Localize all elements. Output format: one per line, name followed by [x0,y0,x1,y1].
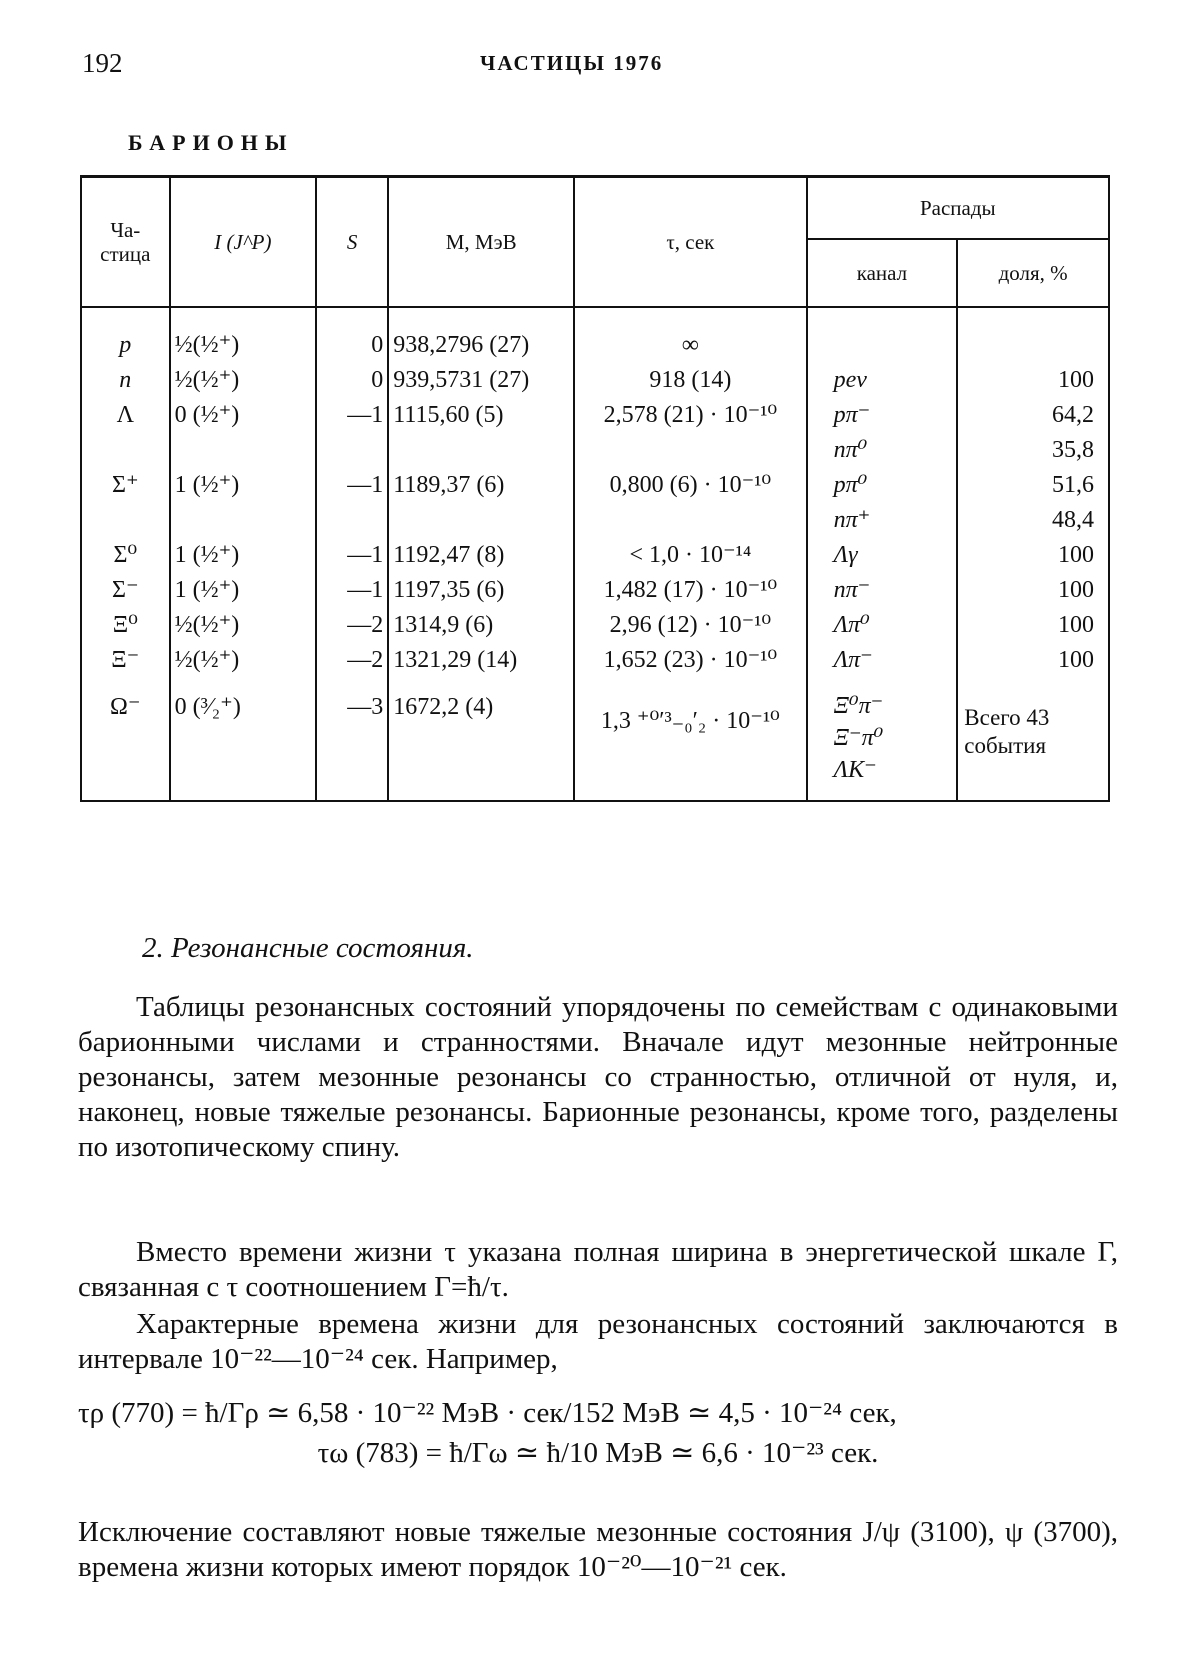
cell-fraction: 100 [957,573,1109,608]
cell-channel: pπ⁻ [807,398,958,433]
cell-channel: nπ⁺ [807,503,958,538]
cell-particle: Λ [81,398,170,433]
cell-channel: nπ⁰ [807,433,958,468]
table-row [81,538,1109,573]
table-row [81,608,1109,643]
cell-channel: Λγ [807,538,958,573]
cell-mass: 1197,35 (6) [388,573,574,608]
table-row [81,468,1109,503]
cell-strangeness: 0 [316,363,388,398]
cell-fraction: 100 [957,608,1109,643]
cell-particle: Σ⁺ [81,468,170,503]
cell-ijp: 1 (½⁺) [170,468,317,503]
table-row [81,573,1109,608]
cell-particle: p [81,307,170,363]
cell-strangeness: —2 [316,608,388,643]
cell-ijp: ½(½⁺) [170,307,317,363]
cell-lifetime: 1,3 ⁺⁰′³₋₀′₂ · 10⁻¹⁰ [574,678,807,801]
channel-item: Ξ⁻π⁰ [834,722,953,754]
cell-ijp: ½(½⁺) [170,363,317,398]
header-lifetime: τ, сек [574,177,807,308]
header-decays: Распады [807,177,1109,240]
cell-strangeness [316,433,388,468]
cell-particle: n [81,363,170,398]
subsection-title: 2. Резонансные состояния. [142,932,474,965]
table-row [81,503,1109,538]
cell-fraction: 64,2 [957,398,1109,433]
cell-channels [807,678,958,801]
table-row [81,398,1109,433]
cell-fraction: 51,6 [957,468,1109,503]
channel-item: Ξ⁰π⁻ [834,690,953,722]
cell-channel: Λπ⁰ [807,608,958,643]
paragraph-2: Вместо времени жизни τ указана полная ширина в энергетической шкале Γ, связанная с τ соотношением Γ=ħ/τ. [78,1235,1118,1305]
cell-lifetime: 1,652 (23) · 10⁻¹⁰ [574,643,807,678]
cell-strangeness: —1 [316,398,388,433]
cell-particle: Ω⁻ [81,678,170,801]
cell-lifetime: 918 (14) [574,363,807,398]
table-row [81,363,1109,398]
cell-strangeness: —3 [316,678,388,801]
formulas-block [78,1393,1118,1473]
cell-mass: 1321,29 (14) [388,643,574,678]
cell-strangeness: —1 [316,538,388,573]
cell-ijp: ½(½⁺) [170,643,317,678]
cell-particle [81,433,170,468]
book-page [0,0,1200,1679]
cell-fraction [957,307,1109,363]
cell-ijp [170,503,317,538]
running-title: ЧАСТИЦЫ 1976 [480,51,663,76]
cell-mass: 1672,2 (4) [388,678,574,801]
cell-lifetime [574,503,807,538]
cell-lifetime: 0,800 (6) · 10⁻¹⁰ [574,468,807,503]
cell-channel: peν [807,363,958,398]
cell-mass: 1115,60 (5) [388,398,574,433]
cell-mass [388,433,574,468]
header-fraction: доля, % [957,239,1109,307]
closing-paragraph: Исключение составляют новые тяжелые мезонные состояния J/ψ (3100), ψ (3700), времена жизни которых имеют порядок 10⁻²⁰—10⁻²¹ сек. [78,1515,1118,1585]
cell-mass: 1192,47 (8) [388,538,574,573]
table-row [81,643,1109,678]
cell-fraction: 100 [957,538,1109,573]
cell-lifetime: 1,482 (17) · 10⁻¹⁰ [574,573,807,608]
cell-particle: Σ⁰ [81,538,170,573]
cell-particle: Ξ⁻ [81,643,170,678]
cell-mass: 1189,37 (6) [388,468,574,503]
header-mass: M, МэВ [388,177,574,308]
header-channel: канал [807,239,958,307]
cell-lifetime: ∞ [574,307,807,363]
formula-rho: τρ (770) = ħ/Γρ ≃ 6,58 · 10⁻²² МэВ · сек/152 МэВ ≃ 4,5 · 10⁻²⁴ сек, [78,1393,1118,1433]
cell-ijp: 1 (½⁺) [170,538,317,573]
cell-mass: 939,5731 (27) [388,363,574,398]
page-number: 192 [82,48,123,79]
cell-channel: pπ⁰ [807,468,958,503]
cell-strangeness: —1 [316,573,388,608]
cell-lifetime: 2,96 (12) · 10⁻¹⁰ [574,608,807,643]
cell-particle: Σ⁻ [81,573,170,608]
table-row-omega [81,678,1109,801]
header-particle: Ча- стица [81,177,170,308]
cell-lifetime: 2,578 (21) · 10⁻¹⁰ [574,398,807,433]
channel-item: ΛK⁻ [834,754,953,786]
cell-particle [81,503,170,538]
cell-fraction: 48,4 [957,503,1109,538]
cell-ijp: 0 (³⁄₂⁺) [170,678,317,801]
cell-fraction: 100 [957,363,1109,398]
baryons-table [80,175,1110,802]
cell-channel: nπ⁻ [807,573,958,608]
cell-mass: 1314,9 (6) [388,608,574,643]
section-title: БАРИОНЫ [128,130,294,156]
cell-mass: 938,2796 (27) [388,307,574,363]
cell-ijp [170,433,317,468]
cell-particle: Ξ⁰ [81,608,170,643]
cell-channel: Λπ⁻ [807,643,958,678]
header-ijp: I (J^P) [170,177,317,308]
cell-strangeness: —2 [316,643,388,678]
table-body [81,307,1109,801]
cell-lifetime [574,433,807,468]
cell-ijp: ½(½⁺) [170,608,317,643]
cell-ijp: 1 (½⁺) [170,573,317,608]
paragraph-1: Таблицы резонансных состояний упорядочены по семействам с одинаковыми барионными числами и странностями. Вначале идут мезонные нейтронные резонансы, затем мезонные резонансы со странностью, отличной от нуля, и, наконец, новые тяжелые резонансы. Барионные резонансы, кроме того, разделены по изотопическому спину. [78,990,1118,1165]
cell-lifetime: < 1,0 · 10⁻¹⁴ [574,538,807,573]
cell-fraction-note: Всего 43 события [957,678,1109,801]
table-row [81,307,1109,363]
cell-mass [388,503,574,538]
cell-fraction: 35,8 [957,433,1109,468]
cell-strangeness: —1 [316,468,388,503]
table-row [81,433,1109,468]
formula-omega: τω (783) = ħ/Γω ≃ ħ/10 МэВ ≃ 6,6 · 10⁻²³ сек. [78,1433,1118,1473]
cell-channel [807,307,958,363]
cell-ijp: 0 (½⁺) [170,398,317,433]
cell-fraction: 100 [957,643,1109,678]
header-strangeness: S [316,177,388,308]
cell-strangeness [316,503,388,538]
cell-strangeness: 0 [316,307,388,363]
paragraph-3: Характерные времена жизни для резонансных состояний заключаются в интервале 10⁻²²—10⁻²⁴ сек. Например, [78,1307,1118,1377]
